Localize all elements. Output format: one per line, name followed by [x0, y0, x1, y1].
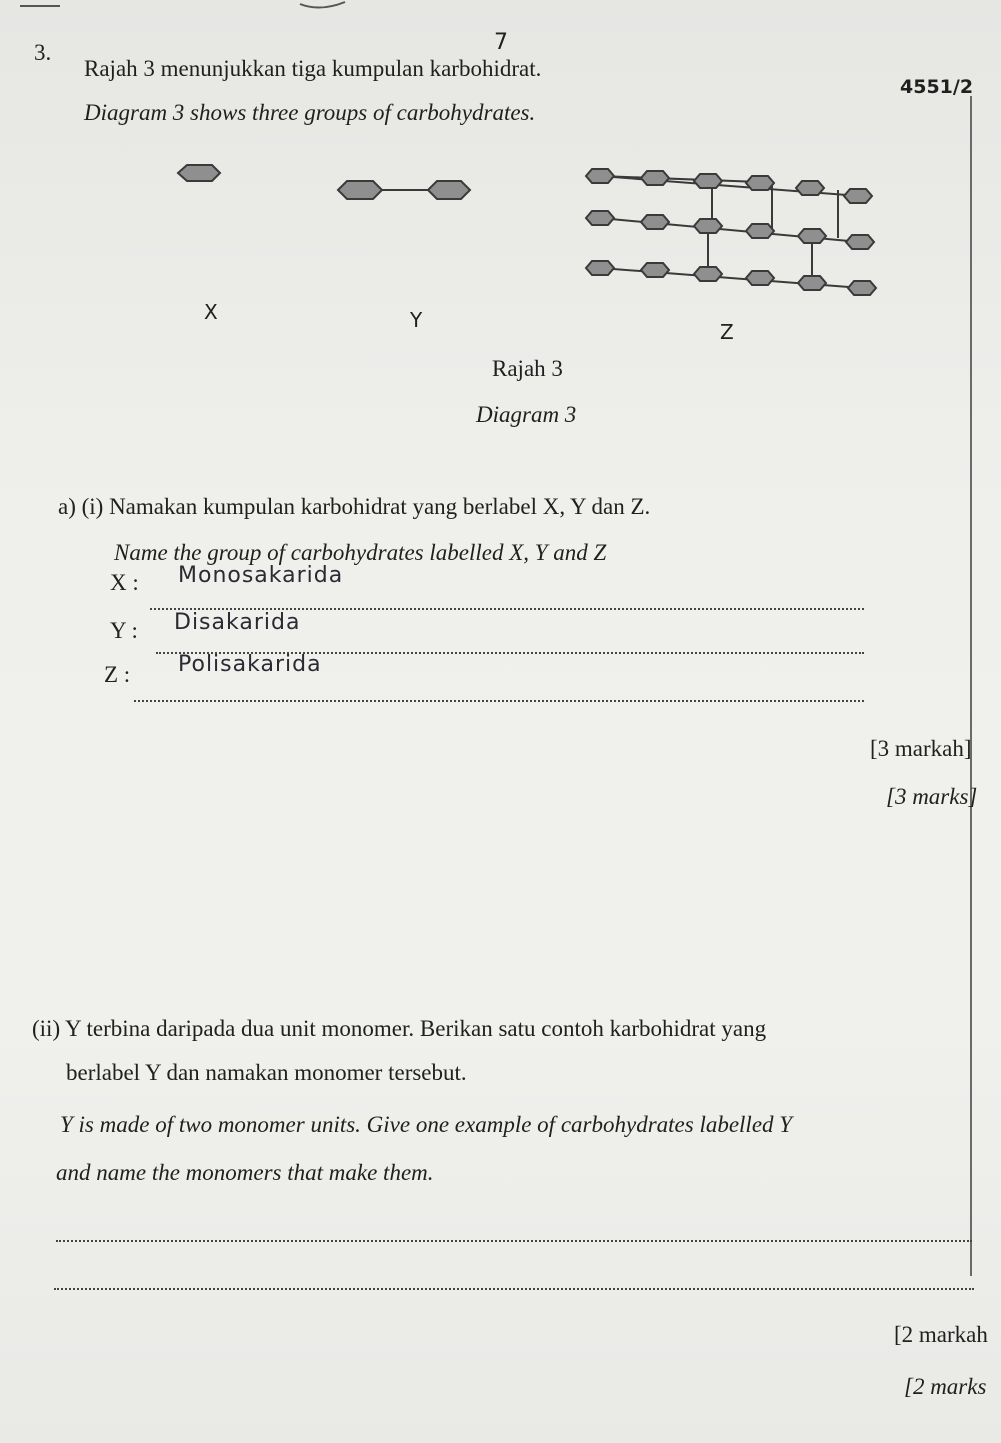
answer-line-z	[134, 700, 864, 702]
answer-value-z[interactable]: Polisakarida	[178, 652, 322, 677]
answer-value-x[interactable]: Monosakarida	[178, 563, 344, 588]
polysaccharide-units	[586, 169, 876, 295]
diagram-label-z: Z	[720, 320, 734, 344]
diagram-label-y: Y	[410, 308, 423, 332]
question-intro-en: Diagram 3 shows three groups of carbohydrates.	[84, 100, 536, 125]
answer-line-ii-1[interactable]	[56, 1240, 972, 1242]
diagram-caption-en: Diagram 3	[476, 402, 577, 427]
part-a-ii-prompt-en-line1: Y is made of two monomer units. Give one example of carbohydrates labelled Y	[60, 1112, 793, 1137]
question-number: 3.	[34, 40, 52, 65]
part-a-i-marks-en: [3 marks]	[886, 784, 978, 809]
answer-line-ii-2[interactable]	[54, 1288, 974, 1290]
answer-label-y: Y :	[110, 618, 138, 643]
paper-code: 4551/2	[900, 76, 974, 98]
margin-rule	[970, 96, 972, 1276]
top-edge-scrap	[0, 0, 360, 14]
page-number: 7	[494, 30, 508, 55]
answer-label-x: X :	[110, 570, 139, 595]
part-a-i-marks-my: [3 markah]	[870, 736, 972, 761]
answer-label-z: Z :	[104, 662, 131, 687]
part-a-ii-marks-my: [2 markah	[894, 1322, 988, 1347]
part-a-i-prompt-en: Name the group of carbohydrates labelled X, Y and Z	[114, 540, 607, 565]
part-a-i-prompt-my: a) (i) Namakan kumpulan karbohidrat yang berlabel X, Y dan Z.	[58, 494, 651, 519]
carbohydrate-diagram	[0, 150, 960, 350]
diagram-label-x: X	[204, 300, 218, 324]
monosaccharide-unit	[178, 165, 220, 181]
part-a-ii-prompt-en-line2: and name the monomers that make them.	[56, 1160, 434, 1185]
part-a-ii-prompt-my-line2: berlabel Y dan namakan monomer tersebut.	[66, 1060, 467, 1085]
question-intro-my: Rajah 3 menunjukkan tiga kumpulan karbohidrat.	[84, 56, 542, 81]
part-a-ii-marks-en: [2 marks	[904, 1374, 987, 1399]
diagram-caption-my: Rajah 3	[492, 356, 563, 381]
answer-value-y[interactable]: Disakarida	[174, 610, 301, 635]
disaccharide-units	[338, 181, 470, 199]
part-a-ii-prompt-my-line1: (ii) Y terbina daripada dua unit monomer. Berikan satu contoh karbohidrat yang	[32, 1016, 767, 1041]
